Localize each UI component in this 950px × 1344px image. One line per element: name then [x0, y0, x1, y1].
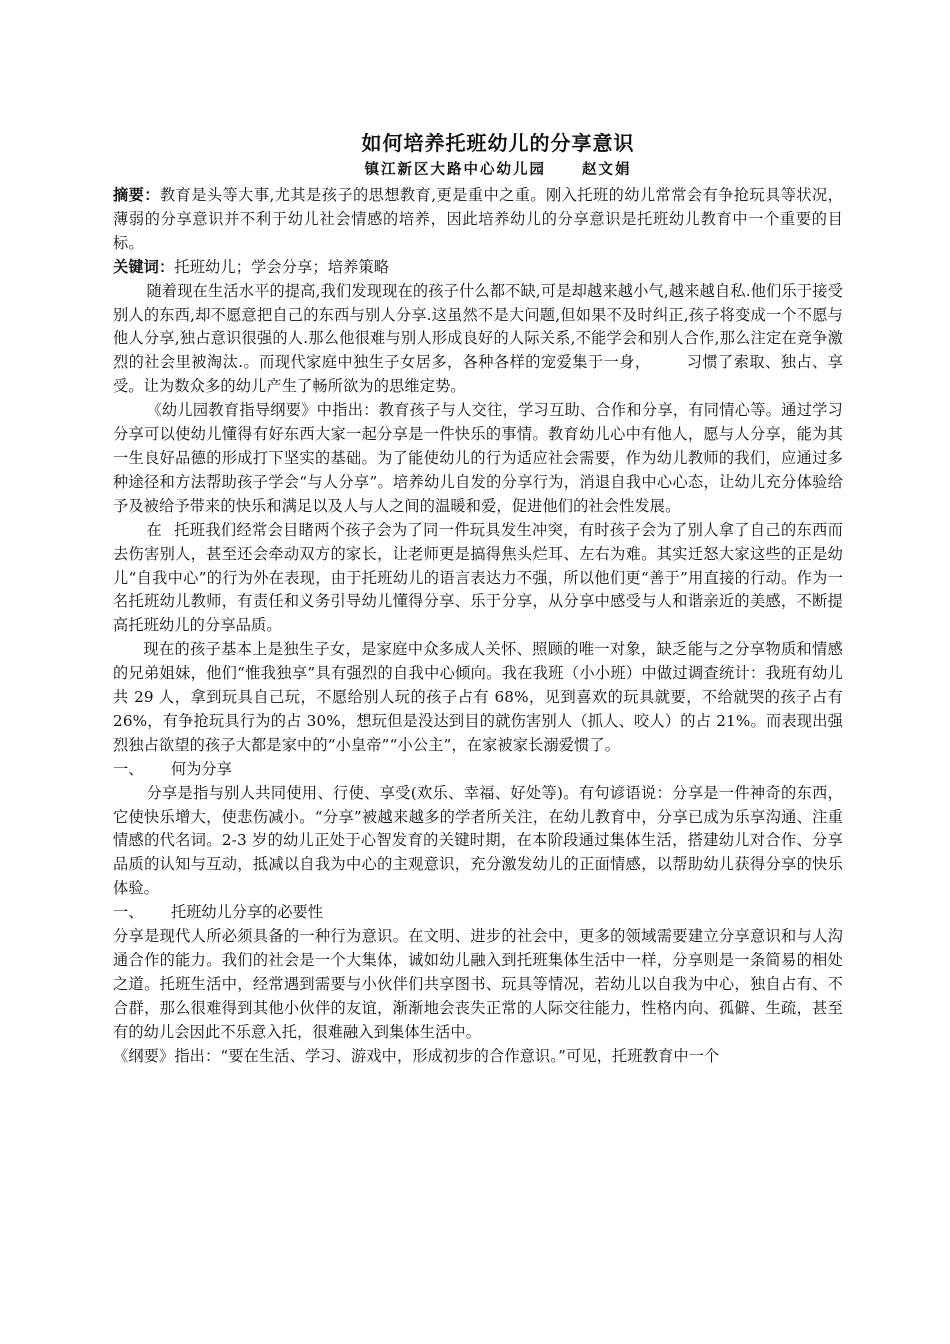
section-heading-1	[113, 758, 843, 782]
keywords-label: 关键词：	[113, 257, 175, 276]
paragraph-4: 现在的孩子基本上是独生子女，是家庭中众多成人关怀、照顾的唯一对象，缺乏能与之分享物质和情感的兄弟姐妹，他们“惟我独享”具有强烈的自我中心倾向。我在我班（小小班）中做过调查统计：我班有幼儿共 29 人，拿到玩具自己玩，不愿给别人玩的孩子占有 68%，见到喜欢的玩具就要，不给就哭的孩子占有 26%，有争抢玩具行为的占 30%，想玩但是没达到目的就伤害别人（抓人、咬人）的占 21%。而表现出强烈独占欲望的孩子大都是家中的“小皇帝”“小公主”，在家被家长溺爱惯了。	[113, 640, 843, 754]
abstract-label: 摘要：	[113, 186, 160, 204]
paragraph-3	[113, 519, 843, 639]
section-heading-2-text: 托班幼儿分享的必要性	[171, 903, 323, 922]
document-page	[113, 128, 843, 1069]
section-heading-1-number: 一、	[113, 759, 144, 778]
abstract-text: 教育是头等大事,尤其是孩子的思想教育,更是重中之重。刚入托班的幼儿常常会有争抢玩具等状况，薄弱的分享意识并不利于幼儿社会情感的培养，因此培养幼儿的分享意识是托班幼儿教育中一个重要的目标。	[113, 186, 844, 252]
section-heading-1-text: 何为分享	[171, 759, 232, 778]
paragraph-5: 分享是指与别人共同使用、行使、享受(欢乐、幸福、好处等)。有句谚语说：分享是一件神奇的东西，它使快乐增大，使悲伤减小。“分享”被越来越多的学者所关注，在幼儿教育中，分享已成为乐享沟通、注重情感的代名词。2-3 岁的幼儿正处于心智发育的关键时期，在本阶段通过集体生活，搭建幼儿对合作、分享品质的认知与互动，抵减以自我为中心的主观意识，充分激发幼儿的正面情感，以帮助幼儿获得分享的快乐体验。	[113, 783, 843, 898]
paragraph-1	[113, 280, 843, 400]
paragraph-6: 分享是现代人所必须具备的一种行为意识。在文明、进步的社会中，更多的领域需要建立分享意识和与人沟通合作的能力。我们的社会是一个大集体，诚如幼儿融入到托班集体生活中一样，分享则是一条简易的相处之道。托班生活中，经常遇到需要与小伙伴们共享图书、玩具等情况，若幼儿以自我为中心，独自占有、不合群，那么很难得到其他小伙伴的友谊，渐渐地会丧失正常的人际交往能力，性格内向、孤僻、生疏，甚至有的幼儿会因此不乐意入托，很难融入到集体生活中。	[113, 927, 843, 1041]
abstract	[113, 184, 843, 256]
paragraph-3-part-b: 托班我们经常会目睹两个孩子会为了同一件玩具发生冲突，有时孩子会为了别人拿了自己的东西而去伤害别人，甚至还会牵动双方的家长，让老师更是搞得焦头烂耳、左右为难。其实迁怒大家这些的正是幼儿“自我中心”的行为外在表现，由于托班幼儿的语言表达力不强，所以他们更“善于”用直接的行动。作为一名托班幼儿教师，有责任和义务引导幼儿懂得分享、乐于分享，从分享中感受与人和谐亲近的美感，不断提高托班幼儿的分享品质。	[113, 520, 843, 635]
section-heading-2	[113, 901, 843, 925]
keywords	[113, 256, 843, 280]
keywords-text: 托班幼儿；学会分享；培养策略	[174, 257, 390, 276]
paragraph-7: 《纲要》指出：“要在生活、学习、游戏中，形成初步的合作意识。”可见，托班教育中一个	[113, 1046, 720, 1065]
paragraph-2: 《幼儿园教育指导纲要》中指出：教育孩子与人交往，学习互助、合作和分享，有同情心等。通过学习分享可以使幼儿懂得有好东西大家一起分享是一件快乐的事情。教育幼儿心中有他人，愿与人分享，能为其一生良好品德的形成打下坚实的基础。为了能使幼儿的行为适应社会需要，作为幼儿教师的我们，应通过多种途径和方法帮助孩子学会“与人分享”。培养幼儿自发的分享行为，消退自我中心心态，让幼儿充分体验给予及被给予带来的快乐和满足以及人与人之间的温暖和爱，促进他们的社会性发展。	[113, 401, 843, 515]
author-name: 赵文娟	[582, 161, 632, 178]
document-title: 如何培养托班幼儿的分享意识	[361, 131, 635, 155]
byline	[113, 158, 843, 182]
section-heading-2-number: 一、	[113, 903, 144, 922]
paragraph-3-part-a: 在	[146, 520, 162, 539]
school-name: 镇江新区大路中心幼儿园	[364, 161, 546, 178]
paragraph-1-part-a: 随着现在生活水平的提高,我们发现现在的孩子什么都不缺,可是却越来越小气,越来越自私.他们乐于接受别人的东西,却不愿意把自己的东西与别人分享.这虽然不是大问题,但如果不及时纠正,孩子将变成一个不愿与他人分享,独占意识很强的人.那么他很难与别人形成良好的人际关系,不能学会和别人合作,那么注定在竞争激烈的社会里被淘汰.。而现代家庭中独生子女居多，各种各样的宠爱集于一身，	[113, 281, 843, 372]
paragraph-1-part-b: 习惯了索取、独占、享受。让为数众多的幼儿产生了畅所欲为的思维定势。	[113, 353, 844, 396]
